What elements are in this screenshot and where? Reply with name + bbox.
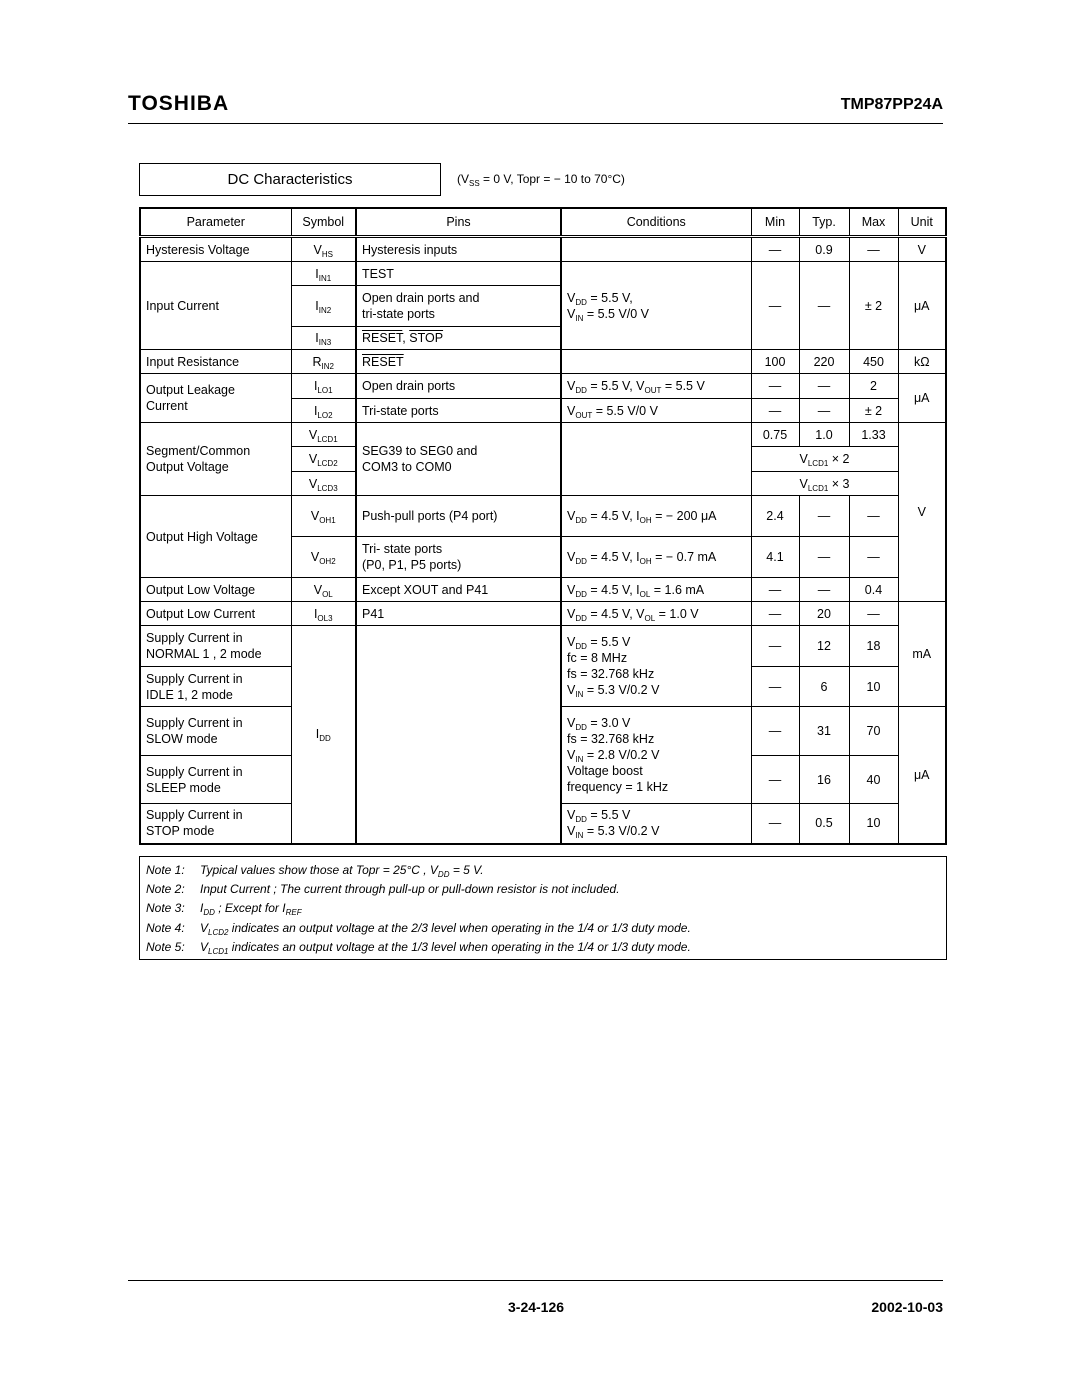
table-row: Output Leakage Current $I_{LO1}$ Open drain ports $V_{DD} = 5.5$ V, $V_{OUT} = 5.5$ V — — 2 μA — [140, 374, 946, 399]
table-row: $I_{IN2}$ Open drain ports and tri-state ports — [140, 286, 946, 327]
col-header: Parameter — [140, 208, 291, 237]
note-4: Note 4: $V_{LCD2}$ indicates an output voltage at the 2/3 level when operating in the 1/4 or 1/3 duty mode. — [146, 920, 691, 937]
header-rule — [128, 123, 943, 124]
table-row: Output Low Voltage $V_{OL}$ Except XOUT and P41 $V_{DD} = 4.5$ V, $I_{OL} = 1.6$ mA — — 0.4 — [140, 578, 946, 602]
footer-rule — [128, 1280, 943, 1281]
col-header: Unit — [898, 208, 946, 237]
note-3: Note 3: $I_{DD}$ ; Except for $I_{REF}$ — [146, 901, 302, 918]
col-header: Typ. — [799, 208, 849, 237]
test-conditions: ($V_{SS} = 0$ V, Topr = − 10 to 70°C) — [457, 172, 625, 188]
table-row: Output Low Current $I_{OL3}$ P41 $V_{DD} = 4.5$ V, $V_{OL} = 1.0$ V — 20 — mA — [140, 602, 946, 626]
col-header: Conditions — [561, 208, 751, 237]
table-row: Hysteresis Voltage $V_{HS}$ Hysteresis inputs — 0.9 — V — [140, 237, 946, 262]
note-1: Note 1: Typical values show those at Topr = 25°C , $V_{DD} = 5$ V. — [146, 863, 484, 879]
table-row: Segment/Common Output Voltage $V_{LCD1}$ SEG39 to SEG0 and COM3 to COM0 0.75 1.0 1.33 V — [140, 423, 946, 447]
col-header: Symbol — [291, 208, 356, 237]
table-row: Output High Voltage $V_{OH1}$ Push-pull ports (P4 port) $V_{DD} = 4.5$ V, $I_{OH}$ = − 200 μA 2.4 — — — [140, 496, 946, 537]
table-row: Supply Current in SLOW mode $V_{DD} = 3.0$ V fs = 32.768 kHz $V_{IN} = 2.8$ V/0.2 V Voltage boost frequency = 1 kHz — 31 70 μA — [140, 707, 946, 756]
table-row: $V_{LCD2}$ $V_{LCD1} \times 2$ — [140, 447, 946, 472]
note-2: Note 2: Input Current ; The current through pull-up or pull-down resistor is not included. — [146, 882, 620, 897]
col-header: Min — [751, 208, 799, 237]
table-row: Supply Current in IDLE 1, 2 mode — 6 10 — [140, 667, 946, 707]
table-row: $I_{IN3}$ RESET, STOP — [140, 327, 946, 350]
table-row: Supply Current in STOP mode $V_{DD} = 5.5$ V $V_{IN} = 5.3$ V/0.2 V — 0.5 10 — [140, 804, 946, 844]
table-row: Supply Current in NORMAL 1 , 2 mode $I_{DD}$ $V_{DD} = 5.5$ V fc = 8 MHz fs = 32.768 kHz $V_{IN} = 5.3$ V/0.2 V — 12 18 — [140, 626, 946, 667]
table-header-row — [140, 208, 946, 237]
table-row: Supply Current in SLEEP mode — 16 40 — [140, 756, 946, 804]
section-title-text: DC Characteristics — [227, 171, 353, 188]
note-5: Note 5: $V_{LCD1}$ indicates an output voltage at the 1/3 level when operating in the 1/4 or 1/3 duty mode. — [146, 939, 691, 956]
col-header: Pins — [356, 208, 561, 237]
table-row: $I_{LO2}$ Tri-state ports $V_{OUT} = 5.5$ V/0 V — — ± 2 — [140, 399, 946, 423]
table-row: Input Current $I_{IN1}$ TEST $V_{DD} = 5.5$ V, $V_{IN} = 5.5$ V/0 V — — ± 2 μA — [140, 262, 946, 286]
document-date: 2002-10-03 — [871, 1299, 943, 1315]
dc-characteristics-table — [139, 207, 947, 845]
table-row: $V_{LCD3}$ $V_{LCD1} \times 3$ — [140, 472, 946, 496]
brand-logo: TOSHIBA — [128, 92, 230, 115]
page-number: 3-24-126 — [508, 1299, 565, 1315]
table-row: $V_{OH2}$ Tri- state ports (P0, P1, P5 ports) $V_{DD} = 4.5$ V, $I_{OH}$ = − 0.7 mA 4.1 — — — [140, 537, 946, 578]
section-title — [139, 163, 441, 196]
table-row: Input Resistance $R_{IN2}$ RESET 100 220 450 kΩ — [140, 350, 946, 374]
notes-box — [139, 856, 947, 960]
part-number: TMP87PP24A — [840, 96, 943, 113]
col-header: Max — [849, 208, 898, 237]
